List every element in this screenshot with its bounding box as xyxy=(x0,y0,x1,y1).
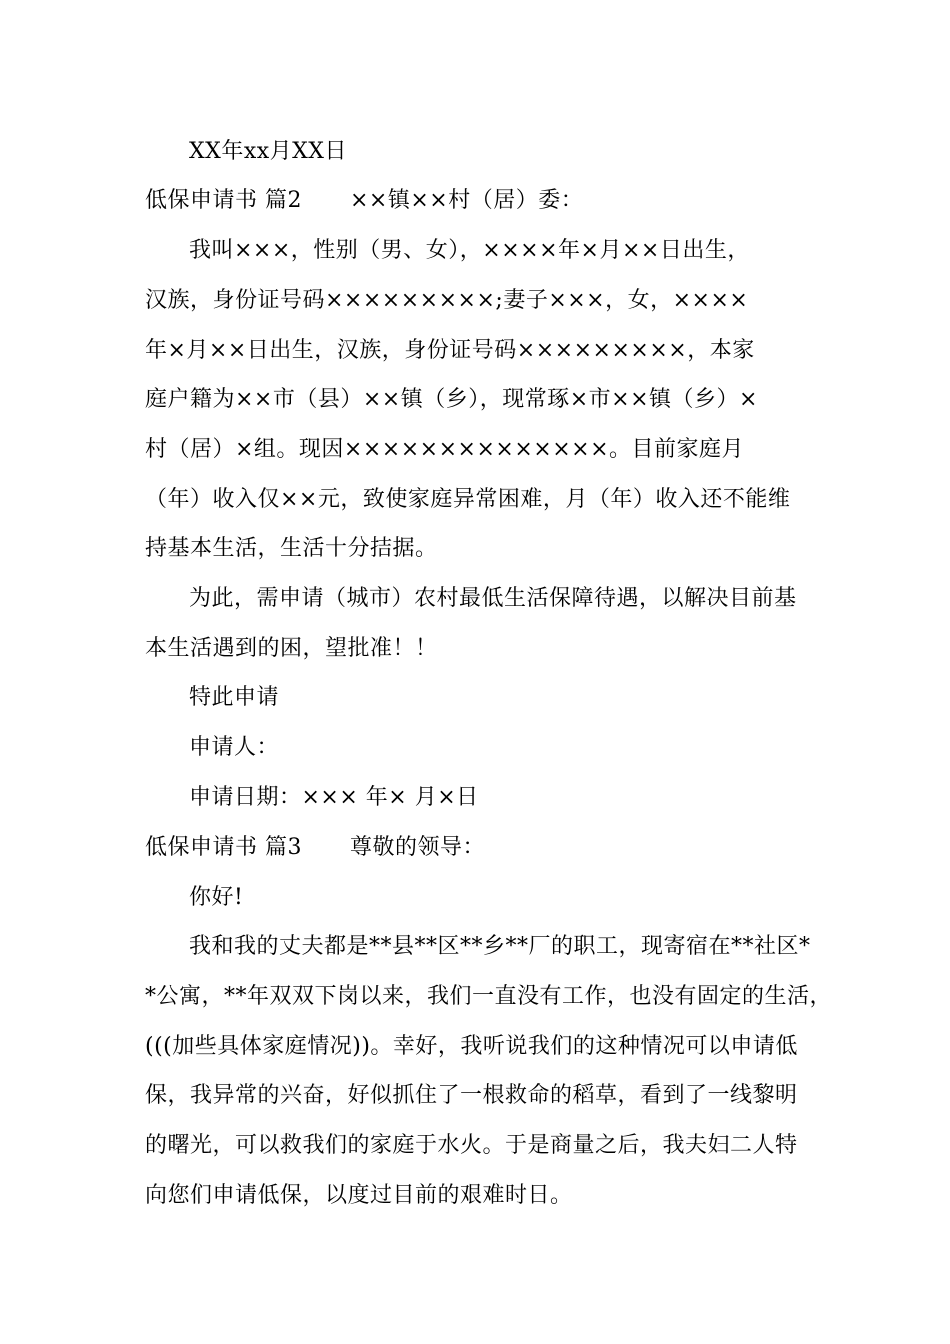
section-3-salutation: 尊敬的领导： xyxy=(350,835,486,860)
applicant-line: 申请人： xyxy=(189,735,280,760)
paragraph-line: 的曙光，可以救我们的家庭于水火。于是商量之后，我夫妇二人特 xyxy=(145,1133,798,1158)
section-2-salutation: ××镇××村（居）委： xyxy=(350,188,584,213)
paragraph-line: （年）收入仅××元，致使家庭异常困难，月（年）收入还不能维 xyxy=(145,487,791,512)
section-3-title: 低保申请书 篇3 xyxy=(145,835,302,860)
date-line: XX年xx月XX日 xyxy=(189,139,347,164)
greeting-line: 你好! xyxy=(189,885,244,910)
paragraph-line: 年×月××日出生，汉族，身份证号码×××××××××，本家 xyxy=(145,338,755,363)
paragraph-line: 为此，需申请（城市）农村最低生活保障待遇，以解决目前基 xyxy=(189,586,797,611)
application-date-line: 申请日期：××× 年× 月×日 xyxy=(189,785,479,810)
section-3-heading-line xyxy=(145,833,485,863)
paragraph-line: 持基本生活，生活十分拮据。 xyxy=(145,536,438,561)
paragraph-line: (((加些具体家庭情况))。幸好，我听说我们的这种情况可以申请低 xyxy=(145,1034,798,1059)
paragraph-line: 我叫×××，性别（男、女），××××年×月××日出生， xyxy=(189,238,750,263)
paragraph-line: 本生活遇到的困，望批准！！ xyxy=(145,636,438,661)
section-2-heading-line xyxy=(145,186,583,216)
paragraph-line: 向您们申请低保，以度过目前的艰难时日。 xyxy=(145,1183,573,1208)
paragraph-line: 村（居）×组。现因××××××××××××××。目前家庭月 xyxy=(145,437,745,462)
paragraph-line: 汉族，身份证号码×××××××××;妻子×××，女，×××× xyxy=(145,288,749,313)
paragraph-line: *公寓，**年双双下岗以来，我们一直没有工作，也没有固定的生活， xyxy=(145,984,833,1009)
closing-line: 特此申请 xyxy=(189,685,280,710)
section-2-title: 低保申请书 篇2 xyxy=(145,188,302,213)
paragraph-line: 我和我的丈夫都是**县**区**乡**厂的职工，现寄宿在**社区* xyxy=(189,934,811,959)
paragraph-line: 保，我异常的兴奋，好似抓住了一根救命的稻草，看到了一线黎明 xyxy=(145,1083,798,1108)
paragraph-line: 庭户籍为××市（县）××镇（乡），现常琢×市××镇（乡）× xyxy=(145,387,758,412)
